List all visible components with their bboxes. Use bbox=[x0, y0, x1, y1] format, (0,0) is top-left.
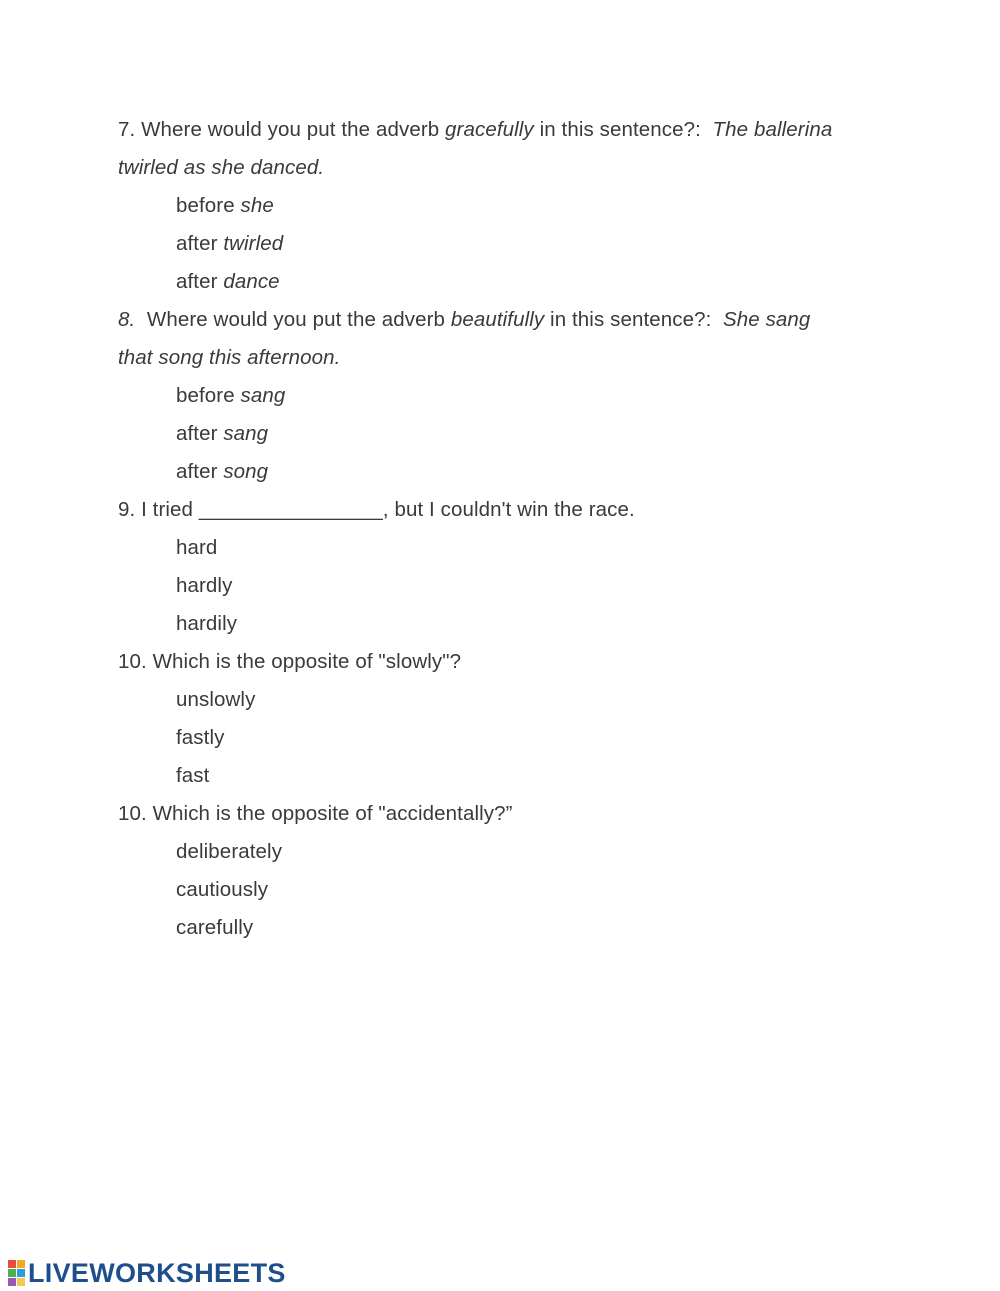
option-text: after bbox=[176, 460, 224, 483]
option-text: before bbox=[176, 194, 241, 217]
question-8-number: 8. bbox=[118, 308, 136, 331]
option-word: dance bbox=[223, 270, 280, 293]
option-text: after bbox=[176, 270, 224, 293]
question-7-sentence-end: twirled as she danced. bbox=[118, 156, 325, 179]
question-8-sentence-start: She sang bbox=[723, 308, 811, 331]
option-word: sang bbox=[223, 422, 269, 445]
liveworksheets-logo[interactable] bbox=[8, 1258, 286, 1288]
logo-square bbox=[8, 1260, 16, 1268]
logo-square bbox=[17, 1269, 25, 1277]
option-word: she bbox=[240, 194, 274, 217]
question-7-prompt-start: Where would you put the adverb bbox=[141, 118, 446, 141]
question-9-option-1[interactable]: hard bbox=[176, 536, 218, 559]
logo-square bbox=[8, 1278, 16, 1286]
question-8-prompt-start: Where would you put the adverb bbox=[135, 308, 451, 331]
question-7-line-1 bbox=[118, 118, 832, 142]
question-8-option-2[interactable] bbox=[176, 422, 268, 446]
logo-icon bbox=[8, 1260, 25, 1286]
question-10b-option-2[interactable]: cautiously bbox=[176, 878, 269, 901]
question-10a-option-2[interactable]: fastly bbox=[176, 726, 225, 749]
question-10a-option-1[interactable]: unslowly bbox=[176, 688, 256, 711]
logo-square bbox=[17, 1260, 25, 1268]
option-word: song bbox=[223, 460, 269, 483]
question-8-option-3[interactable] bbox=[176, 460, 268, 484]
logo-text: LIVEWORKSHEETS bbox=[28, 1258, 286, 1288]
question-7-adverb: gracefully bbox=[445, 118, 534, 141]
question-8-prompt-mid: in this sentence?: bbox=[544, 308, 723, 331]
question-9-option-2[interactable]: hardly bbox=[176, 574, 233, 597]
logo-square bbox=[17, 1278, 25, 1286]
question-7-prompt-mid: in this sentence?: bbox=[533, 118, 713, 141]
question-10b-option-1[interactable]: deliberately bbox=[176, 840, 283, 863]
option-text: before bbox=[176, 384, 241, 407]
question-10b-prompt: 10. Which is the opposite of "accidentally?” bbox=[118, 802, 513, 825]
question-7-option-1[interactable] bbox=[176, 194, 274, 218]
logo-square bbox=[8, 1269, 16, 1277]
question-8-option-1[interactable] bbox=[176, 384, 285, 408]
question-8-sentence-end: that song this afternoon. bbox=[118, 346, 341, 369]
question-8-line-1 bbox=[118, 308, 810, 332]
option-word: sang bbox=[240, 384, 286, 407]
option-text: after bbox=[176, 422, 224, 445]
question-10a-prompt: 10. Which is the opposite of "slowly"? bbox=[118, 650, 462, 673]
question-7-option-2[interactable] bbox=[176, 232, 283, 256]
option-text: after bbox=[176, 232, 224, 255]
question-10a-option-3[interactable]: fast bbox=[176, 764, 210, 787]
question-9-prompt: 9. I tried ________________, but I couldn't win the race. bbox=[118, 498, 635, 521]
question-7-number: 7. bbox=[118, 118, 136, 141]
question-8-adverb: beautifully bbox=[450, 308, 545, 331]
question-10b-option-3[interactable]: carefully bbox=[176, 916, 254, 939]
question-9-option-3[interactable]: hardily bbox=[176, 612, 238, 635]
question-7-sentence-start: The ballerina bbox=[712, 118, 833, 141]
question-7-option-3[interactable] bbox=[176, 270, 280, 294]
option-word: twirled bbox=[223, 232, 284, 255]
